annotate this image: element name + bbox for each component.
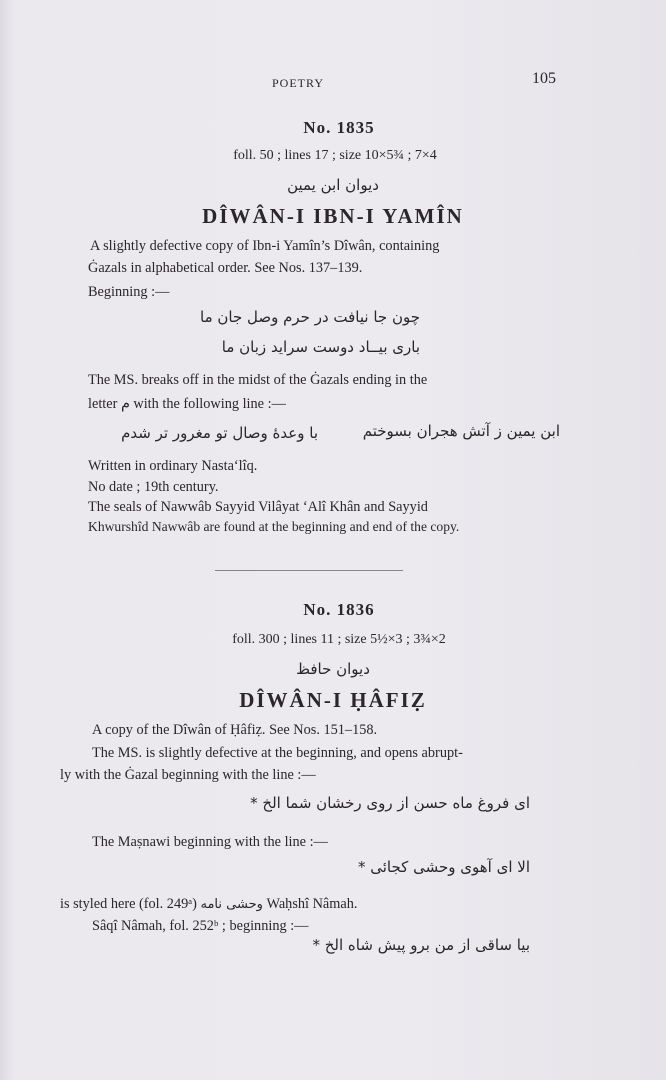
saqi-note: Sâqî Nâmah, fol. 252ᵇ ; beginning :— (92, 918, 309, 934)
verse-line: چون جا نیافت در حرم وصل جان ما (200, 308, 420, 326)
seals-note: The seals of Nawwâb Sayyid Vilâyat ‘Alî Khân and Sayyid (88, 499, 428, 515)
masnawi-note: The Maṣnawi beginning with the line :— (92, 834, 328, 850)
description-line: A copy of the Dîwân of Ḥâfiẓ. See Nos. 151–158. (92, 722, 378, 738)
description-line: ly with the Ġazal beginning with the line :— (60, 767, 316, 783)
description-line: The MS. breaks off in the midst of the Ġazals ending in the (88, 372, 428, 388)
verse-line: ای فروغ ماه حسن از روی رخشان شما الخ * (250, 794, 530, 812)
verse-line: الا ای آهوی وحشی کجائی * (357, 858, 530, 876)
seals-note: Khwurshîd Nawwâb are found at the beginning and end of the copy. (88, 519, 460, 534)
styled-suffix: Waḥshî Nâmah. (266, 896, 358, 912)
verse-hemistich-left: با وعدهٔ وصال تو مغرور تر شدم (121, 424, 318, 442)
entry-number: No. 1836 (303, 600, 375, 619)
entry-title-arabic: دیوان حافظ (296, 660, 370, 678)
description-line: Ġazals in alphabetical order. See Nos. 137–139. (88, 260, 363, 276)
entry-number: No. 1835 (303, 118, 375, 137)
beginning-label: Beginning :— (88, 284, 170, 300)
styled-arabic: وحشی نامه (200, 897, 263, 912)
verse-hemistich-right: ابن یمین ز آتش هجران بسوختم (362, 422, 560, 440)
entry-title: DÎWÂN-I ḤÂFIẒ (239, 688, 427, 712)
date-note: No date ; 19th century. (88, 479, 219, 495)
styled-prefix: is styled here (fol. 249ᵃ) (60, 896, 197, 912)
entry-title: DÎWÂN-I IBN-I YAMÎN (202, 204, 464, 228)
verse-line: بیا ساقی از من برو پیش شاه الخ * (312, 936, 530, 954)
verse-line: باری بیــاد دوست سراید زبان ما (221, 338, 420, 356)
description-line: The MS. is slightly defective at the beginning, and opens abrupt- (92, 745, 463, 761)
entry-meta: foll. 300 ; lines 11 ; size 5½×3 ; 3¾×2 (232, 632, 446, 647)
page-number: 105 (532, 70, 556, 87)
description-line: letter م with the following line :— (88, 396, 286, 412)
description-line: A slightly defective copy of Ibn-i Yamîn’s Dîwân, containing (90, 238, 440, 254)
section-divider (215, 570, 403, 571)
running-header: POETRY (272, 76, 325, 90)
entry-meta: foll. 50 ; lines 17 ; size 10×5¾ ; 7×4 (233, 148, 437, 163)
script-note: Written in ordinary Nasta‘lîq. (88, 458, 258, 474)
entry-title-arabic: دیوان ابن یمین (287, 176, 379, 194)
styled-note (60, 894, 357, 915)
